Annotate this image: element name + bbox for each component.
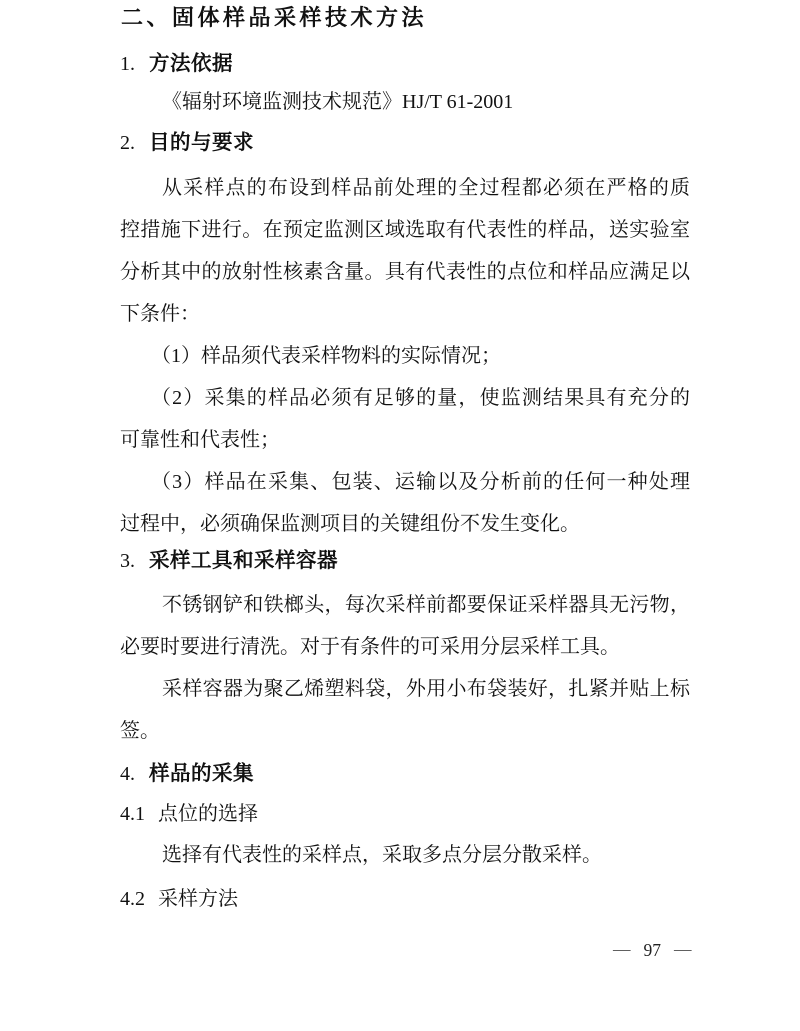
section-3-title: 采样工具和采样容器 [149,549,338,572]
subsection-4-1-heading [120,801,258,827]
section-1-reference-text: 《辐射环境监测技术规范》HJ/T 61-2001 [162,91,514,113]
section-1-number: 1. [120,53,135,75]
paragraph-line: 签。 [120,720,160,742]
paragraph-line: 必要时要进行清洗。对于有条件的可采用分层采样工具。 [120,636,620,658]
section-2-number: 2. [120,132,135,154]
section-4-heading [120,761,254,787]
footer-right-dash: — [674,939,692,959]
page-number: 97 [643,940,661,960]
subsection-4-1-title: 点位的选择 [158,803,258,825]
paragraph-line: 采样容器为聚乙烯塑料袋，外用小布袋装好，扎紧并贴上标 [162,678,690,700]
section-3-heading [120,548,338,574]
subsection-4-2-number: 4.2 [120,888,145,910]
document-title: 二、固体样品采样技术方法 [121,5,428,30]
paragraph-line: 分析其中的放射性核素含量。具有代表性的点位和样品应满足以 [120,261,690,283]
section-4-number: 4. [120,763,135,785]
section-2-title: 目的与要求 [149,131,254,154]
list-item-2-line: （2）采集的样品必须有足够的量，使监测结果具有充分的 [151,387,690,409]
paragraph-line: 不锈钢铲和铁榔头，每次采样前都要保证采样器具无污物， [162,594,690,616]
section-3-number: 3. [120,550,135,572]
list-item-2-line: 可靠性和代表性； [120,429,280,451]
list-item-3-line: （3）样品在采集、包装、运输以及分析前的任何一种处理 [151,471,690,493]
subsection-4-2-heading [120,886,238,912]
paragraph-line: 控措施下进行。在预定监测区域选取有代表性的样品，送实验室 [120,219,690,241]
section-1-title: 方法依据 [149,52,233,75]
footer-left-dash: — [613,939,631,959]
subsection-4-2-title: 采样方法 [158,888,238,910]
paragraph-line: 从采样点的布设到样品前处理的全过程都必须在严格的质 [162,177,690,199]
section-2-heading [120,130,254,156]
paragraph-line: 下条件： [120,303,200,325]
subsection-4-1-number: 4.1 [120,803,145,825]
list-item-1-line: （1）样品须代表采样物料的实际情况； [151,345,501,367]
paragraph-line: 选择有代表性的采样点，采取多点分层分散采样。 [162,844,602,866]
section-4-title: 样品的采集 [149,762,254,785]
section-1-heading [120,51,233,77]
page-footer [613,939,692,961]
list-item-3-line: 过程中，必须确保监测项目的关键组份不发生变化。 [120,513,580,535]
